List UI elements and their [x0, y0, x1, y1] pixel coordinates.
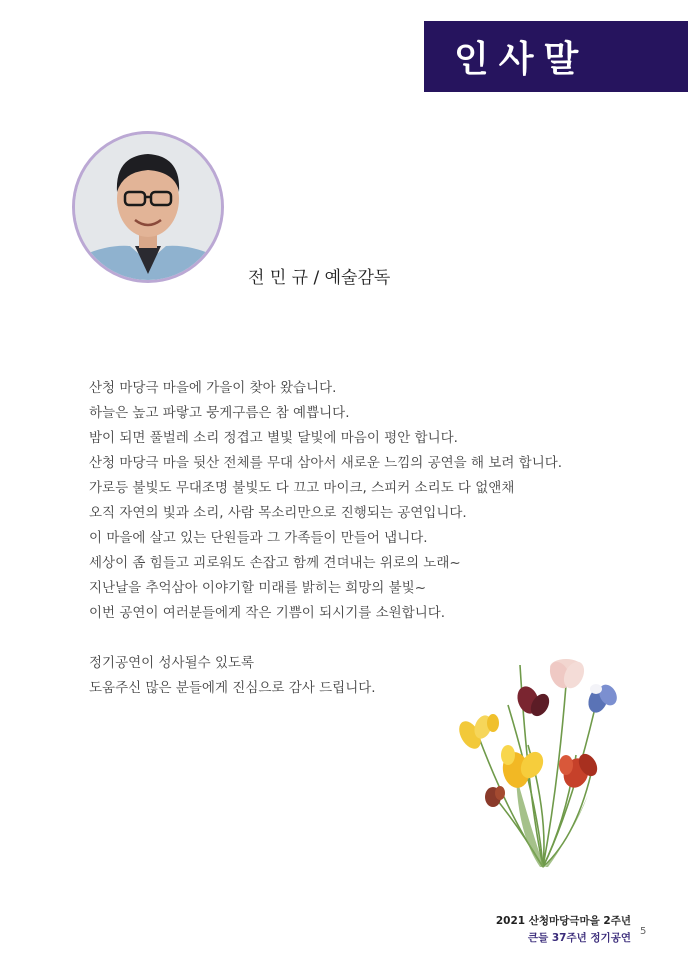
- message-line: 이번 공연이 여러분들에게 작은 기쁨이 되시기를 소원합니다.: [89, 605, 446, 621]
- orange-red-iris: [559, 751, 601, 792]
- message-line: 산청 마당극 마을 뒷산 전체를 무대 삼아서 새로운 느낌의 공연을 해 보려 합니다.: [89, 455, 563, 471]
- footer-line-2: 큰들 37주년 정기공연: [527, 932, 631, 944]
- blue-iris: [585, 681, 620, 715]
- section-title-banner: [424, 21, 688, 92]
- page-number: 5: [640, 926, 647, 937]
- director-name: 전 민 규 / 예술감독: [248, 268, 391, 288]
- footer-line-1: 2021 산청마당극마을 2주년: [495, 915, 631, 927]
- dark-red-iris: [514, 683, 553, 719]
- yellow-iris-center: [500, 745, 548, 790]
- footer-caption: [496, 913, 631, 947]
- message-paragraph-1: [89, 376, 562, 626]
- message-line: 오직 자연의 빛과 소리, 사람 목소리만으로 진행되는 공연입니다.: [89, 505, 467, 521]
- message-line: 가로등 불빛도 무대조명 불빛도 다 끄고 마이크, 스피커 소리도 다 없앤채: [89, 480, 515, 496]
- yellow-iris-left: [455, 713, 499, 753]
- message-line: 산청 마당극 마을에 가을이 찾아 왔습니다.: [89, 380, 337, 396]
- message-line: 밤이 되면 풀벌레 소리 정겹고 별빛 달빛에 마음이 평안 합니다.: [89, 430, 458, 446]
- small-brown-iris: [485, 786, 505, 807]
- message-line: 지난날을 추억삼아 이야기할 미래를 밝히는 희망의 불빛~: [89, 580, 427, 596]
- message-line: 도움주신 많은 분들에게 진심으로 감사 드립니다.: [89, 680, 376, 696]
- message-line: 하늘은 높고 파랗고 뭉게구름은 참 예쁩니다.: [89, 405, 350, 421]
- message-line: 세상이 좀 힘들고 괴로워도 손잡고 함께 견뎌내는 위로의 노래~: [89, 555, 461, 571]
- message-line: 이 마을에 살고 있는 단원들과 그 가족들이 만들어 냅니다.: [89, 530, 428, 546]
- message-line: 정기공연이 성사될수 있도록: [89, 655, 255, 671]
- iris-flowers-illustration: [448, 645, 628, 870]
- director-portrait: [72, 131, 224, 283]
- section-title: 인사말: [454, 38, 589, 80]
- pink-iris: [546, 659, 588, 692]
- message-paragraph-2: [89, 651, 376, 701]
